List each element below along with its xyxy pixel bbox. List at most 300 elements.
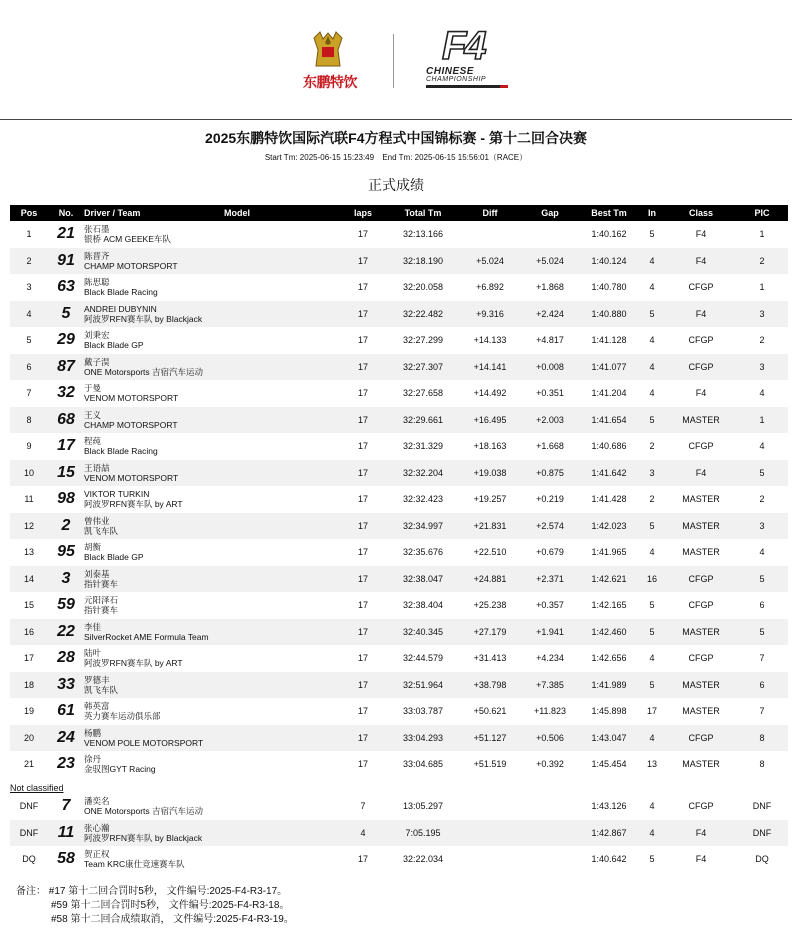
team-name: ONE Motorsports 吉宿汽车运动 — [84, 806, 204, 817]
pic-cell: 3 — [736, 301, 788, 328]
diff-cell: +25.238 — [473, 600, 507, 611]
driver-team-cell — [84, 566, 224, 593]
start-time: Start Tm: 2025-06-15 15:23:49 — [264, 153, 375, 162]
total-time-cell: 32:31.329 — [402, 441, 444, 452]
gap-cell: +7.385 — [520, 672, 580, 699]
laps-cell: 17 — [340, 248, 386, 275]
driver-team-cell — [84, 846, 224, 873]
driver-team-cell — [84, 433, 224, 460]
driver-name: 张心瀚 — [84, 822, 110, 833]
class-cell: MASTER — [682, 759, 720, 770]
gap-cell: +0.357 — [536, 600, 564, 611]
gap-cell: +2.371 — [520, 566, 580, 593]
laps-cell: 17 — [357, 494, 368, 505]
in-cell: 17 — [646, 706, 657, 717]
driver-name: 刘泰基 — [84, 568, 110, 579]
result-row — [10, 619, 788, 646]
diff-cell: +14.141 — [460, 354, 520, 381]
team-name: 阿波罗RFN赛车队 by Blackjack — [84, 832, 203, 843]
col-pic: PIC — [736, 205, 788, 221]
result-row — [10, 725, 788, 752]
in-cell: 5 — [638, 619, 666, 646]
total-time-cell: 32:44.579 — [402, 653, 444, 664]
model-cell — [224, 539, 340, 566]
class-cell: MASTER — [666, 513, 736, 540]
laps-cell: 17 — [340, 672, 386, 699]
diff-cell: +18.163 — [473, 441, 507, 452]
pic-cell: 1 — [759, 229, 765, 240]
laps-cell: 17 — [340, 725, 386, 752]
gap-cell: +11.823 — [533, 706, 567, 717]
total-time-cell: 32:20.058 — [402, 282, 444, 293]
total-time-cell: 32:13.166 — [402, 229, 444, 240]
col-diff: Diff — [460, 205, 520, 221]
in-cell: 5 — [638, 672, 666, 699]
class-cell: CFGP — [688, 441, 714, 452]
driver-team-cell — [84, 539, 224, 566]
pos-cell: 10 — [10, 460, 48, 487]
results-header-row — [10, 205, 788, 221]
total-time-cell: 33:03.787 — [402, 706, 444, 717]
class-cell: CFGP — [688, 653, 714, 664]
pos-cell: 8 — [10, 407, 48, 434]
driver-team-cell — [84, 460, 224, 487]
driver-team-cell — [84, 486, 224, 513]
total-time-cell: 32:22.482 — [386, 301, 460, 328]
team-name: 指针赛车 — [84, 605, 119, 616]
best-time-cell: 1:40.686 — [591, 441, 627, 452]
pos-cell: 6 — [10, 354, 48, 381]
driver-name: 陈思聪 — [84, 277, 110, 288]
in-cell: 2 — [649, 441, 655, 452]
pos-cell: 16 — [10, 619, 48, 646]
f4-chinese-championship-logo — [420, 24, 520, 88]
diff-cell: +27.179 — [460, 619, 520, 646]
result-row — [10, 486, 788, 513]
diff-cell: +19.257 — [473, 494, 507, 505]
laps-cell: 17 — [357, 547, 368, 558]
diff-cell: +51.519 — [473, 759, 507, 770]
team-name: 凯飞车队 — [84, 684, 119, 695]
f4-logo-line2: CHAMPIONSHIP — [426, 76, 487, 83]
pos-cell: 2 — [10, 248, 48, 275]
model-cell — [224, 846, 340, 873]
laps-cell: 17 — [357, 335, 368, 346]
driver-team-cell — [84, 793, 224, 820]
car-number: 63 — [57, 278, 75, 296]
result-row — [10, 539, 788, 566]
car-number: 3 — [48, 566, 84, 593]
gap-cell: +0.679 — [536, 547, 564, 558]
gap-cell: +1.668 — [536, 441, 564, 452]
result-row — [10, 221, 788, 248]
pos-cell: 19 — [23, 706, 34, 717]
in-cell: 4 — [649, 547, 655, 558]
driver-name: VIKTOR TURKIN — [84, 489, 150, 500]
pos-cell: 7 — [26, 388, 32, 399]
pos-cell: 1 — [26, 229, 32, 240]
pic-cell: 2 — [736, 248, 788, 275]
session-times — [0, 152, 792, 163]
team-name: CHAMP MOTORSPORT — [84, 419, 178, 430]
best-time-cell: 1:43.047 — [580, 725, 638, 752]
team-name: VENOM POLE MOTORSPORT — [84, 737, 204, 748]
model-cell — [224, 513, 340, 540]
car-number: 22 — [48, 619, 84, 646]
result-row — [10, 460, 788, 487]
best-time-cell: 1:41.965 — [591, 547, 627, 558]
not-classified-label: Not classified — [10, 783, 64, 793]
diff-cell: +6.892 — [476, 282, 504, 293]
car-number: 11 — [48, 820, 84, 847]
driver-team-cell — [84, 672, 224, 699]
total-time-cell: 32:38.404 — [402, 600, 444, 611]
total-time-cell: 32:27.658 — [402, 388, 444, 399]
diff-cell: +5.024 — [460, 248, 520, 275]
class-cell: CFGP — [688, 600, 714, 611]
model-cell — [224, 486, 340, 513]
result-row — [10, 274, 788, 301]
diff-cell: +31.413 — [473, 653, 507, 664]
laps-cell: 7 — [360, 801, 366, 812]
driver-team-cell — [84, 645, 224, 672]
gap-cell: +0.875 — [520, 460, 580, 487]
class-cell: F4 — [666, 460, 736, 487]
class-cell: MASTER — [682, 547, 720, 558]
driver-team-cell — [84, 248, 224, 275]
driver-team-cell — [84, 820, 224, 847]
driver-name: 杨鹏 — [84, 727, 102, 738]
page-title: 2025东鹏特饮国际汽联F4方程式中国锦标赛 - 第十二回合决赛 — [205, 130, 587, 146]
remark-line: 备注： #17 第十二回合罚时5秒， 文件编号:2025-F4-R3-17。 — [16, 886, 288, 897]
diff-cell: +38.798 — [460, 672, 520, 699]
driver-name: 李佳 — [84, 621, 102, 632]
pic-cell: 4 — [759, 547, 765, 558]
laps-cell: 17 — [340, 301, 386, 328]
driver-team-cell — [84, 751, 224, 778]
col-driver-team: Driver / Team — [84, 205, 224, 221]
remark-line: #59 第十二回合罚时5秒， 文件编号:2025-F4-R3-18。 — [51, 900, 290, 911]
team-name: SilverRocket AME Formula Team — [84, 631, 209, 642]
best-time-cell: 1:41.989 — [580, 672, 638, 699]
model-cell — [224, 248, 340, 275]
best-time-cell: 1:42.165 — [591, 600, 627, 611]
driver-name: 陈晋齐 — [84, 250, 110, 261]
model-cell — [224, 327, 340, 354]
driver-team-cell — [84, 619, 224, 646]
in-cell: 4 — [649, 282, 655, 293]
total-time-cell: 32:27.299 — [402, 335, 444, 346]
laps-cell: 17 — [340, 513, 386, 540]
results-subtitle: 正式成绩 — [368, 177, 424, 193]
results-table — [10, 205, 788, 778]
model-cell — [224, 672, 340, 699]
pos-cell: DNF — [19, 801, 39, 812]
laps-cell: 17 — [357, 388, 368, 399]
diff-cell: +9.316 — [460, 301, 520, 328]
team-name: 凯飞车队 — [84, 525, 119, 536]
class-cell: CFGP — [666, 725, 736, 752]
team-name: 银桥 ACM GEEKE车队 — [84, 234, 171, 245]
pic-cell: 5 — [736, 460, 788, 487]
diff-cell: +21.831 — [460, 513, 520, 540]
total-time-cell: 32:40.345 — [386, 619, 460, 646]
header-rule — [0, 119, 792, 120]
model-cell — [224, 793, 340, 820]
team-name: 阿波罗RFN赛车队 by ART — [84, 658, 183, 669]
gap-cell: +0.219 — [536, 494, 564, 505]
model-cell — [224, 354, 340, 381]
driver-team-cell — [84, 301, 224, 328]
class-cell: F4 — [666, 301, 736, 328]
driver-name: 王语喆 — [84, 462, 110, 473]
diff-cell — [460, 793, 520, 820]
gap-cell: +2.574 — [520, 513, 580, 540]
driver-team-cell — [84, 354, 224, 381]
in-cell: 4 — [649, 335, 655, 346]
gap-cell: +2.424 — [520, 301, 580, 328]
class-cell: CFGP — [666, 566, 736, 593]
result-row — [10, 354, 788, 381]
in-cell: 4 — [638, 725, 666, 752]
model-cell — [224, 725, 340, 752]
result-row — [10, 846, 788, 873]
pos-cell: DQ — [22, 854, 36, 865]
team-name: Black Blade GP — [84, 552, 144, 563]
laps-cell: 17 — [357, 759, 368, 770]
car-number: 23 — [57, 755, 75, 773]
laps-cell: 17 — [357, 229, 368, 240]
result-row — [10, 301, 788, 328]
car-number: 33 — [48, 672, 84, 699]
laps-cell: 4 — [340, 820, 386, 847]
driver-team-cell — [84, 221, 224, 248]
pos-cell: 21 — [23, 759, 34, 770]
diff-cell: +24.881 — [460, 566, 520, 593]
pic-cell: 5 — [736, 566, 788, 593]
pic-cell: 4 — [759, 388, 765, 399]
team-name: Black Blade Racing — [84, 287, 158, 298]
best-time-cell: 1:41.428 — [591, 494, 627, 505]
car-number: 32 — [57, 384, 75, 402]
driver-name: 韩英富 — [84, 701, 110, 712]
pic-cell: 8 — [736, 725, 788, 752]
team-name: 英力赛车运动俱乐部 — [84, 711, 161, 722]
class-cell: CFGP — [666, 354, 736, 381]
best-time-cell: 1:43.126 — [591, 801, 627, 812]
gap-cell: +4.817 — [536, 335, 564, 346]
driver-team-cell — [84, 698, 224, 725]
model-cell — [224, 221, 340, 248]
in-cell: 5 — [638, 301, 666, 328]
model-cell — [224, 407, 340, 434]
car-number: 91 — [48, 248, 84, 275]
pos-cell: 13 — [23, 547, 34, 558]
f4-logo-bar — [426, 85, 508, 88]
laps-cell: 17 — [340, 407, 386, 434]
result-row — [10, 645, 788, 672]
pos-cell: 20 — [10, 725, 48, 752]
in-cell: 4 — [649, 653, 655, 664]
gap-cell: +0.506 — [520, 725, 580, 752]
end-time: End Tm: 2025-06-15 15:56:01（RACE） — [382, 153, 528, 162]
in-cell: 4 — [649, 801, 655, 812]
car-number: 29 — [57, 331, 75, 349]
driver-name: 潘奕名 — [84, 796, 110, 807]
laps-cell: 17 — [357, 706, 368, 717]
in-cell: 4 — [638, 354, 666, 381]
driver-name: 张石墨 — [84, 224, 110, 235]
model-cell — [224, 751, 340, 778]
diff-cell: +14.133 — [473, 335, 507, 346]
gap-cell: +0.392 — [536, 759, 564, 770]
result-row — [10, 566, 788, 593]
driver-name: 徐丹 — [84, 754, 102, 765]
team-name: Team KRC康仕竞速赛车队 — [84, 859, 185, 870]
car-number: 24 — [48, 725, 84, 752]
total-time-cell: 32:32.423 — [402, 494, 444, 505]
diff-cell — [460, 221, 520, 248]
f4-logo-line1: CHINESE — [426, 66, 474, 77]
car-number: 15 — [48, 460, 84, 487]
total-time-cell: 32:35.676 — [402, 547, 444, 558]
in-cell: 2 — [649, 494, 655, 505]
diff-cell — [460, 820, 520, 847]
in-cell: 3 — [638, 460, 666, 487]
dongpeng-crest-icon — [311, 30, 345, 68]
gap-cell — [520, 221, 580, 248]
best-time-cell: 1:45.898 — [591, 706, 627, 717]
in-cell: 5 — [649, 854, 655, 865]
best-time-cell: 1:40.124 — [580, 248, 638, 275]
class-cell: MASTER — [666, 407, 736, 434]
total-time-cell: 7:05.195 — [386, 820, 460, 847]
total-time-cell: 13:05.297 — [402, 801, 444, 812]
col-best-tm: Best Tm — [580, 205, 638, 221]
col-class: Class — [666, 205, 736, 221]
result-row — [10, 380, 788, 407]
col-model: Model — [224, 205, 340, 221]
in-cell: 5 — [649, 600, 655, 611]
pic-cell: 7 — [759, 706, 765, 717]
best-time-cell: 1:41.642 — [580, 460, 638, 487]
logo-divider — [393, 34, 394, 88]
class-cell: MASTER — [666, 672, 736, 699]
total-time-cell: 32:29.661 — [386, 407, 460, 434]
driver-name: ANDREI DUBYNIN — [84, 303, 157, 314]
col-pos: Pos — [10, 205, 48, 221]
col-gap: Gap — [520, 205, 580, 221]
in-cell: 5 — [649, 229, 655, 240]
driver-name: 戴子淏 — [84, 356, 110, 367]
car-number: 59 — [57, 596, 75, 614]
driver-name: 曾伟业 — [84, 515, 110, 526]
driver-name: 元阳泽石 — [84, 595, 119, 606]
gap-cell — [520, 793, 580, 820]
result-row — [10, 592, 788, 619]
best-time-cell: 1:40.162 — [591, 229, 627, 240]
diff-cell: +51.127 — [460, 725, 520, 752]
driver-team-cell — [84, 274, 224, 301]
class-cell: F4 — [695, 388, 707, 399]
team-name: ONE Motorsports 吉宿汽车运动 — [84, 366, 204, 377]
gap-cell: +0.351 — [536, 388, 564, 399]
model-cell — [224, 645, 340, 672]
team-name: VENOM MOTORSPORT — [84, 472, 179, 483]
team-name: Black Blade GP — [84, 340, 144, 351]
laps-cell: 17 — [340, 460, 386, 487]
driver-name: 王义 — [84, 409, 102, 420]
laps-cell: 17 — [340, 619, 386, 646]
result-row — [10, 327, 788, 354]
team-name: Black Blade Racing — [84, 446, 158, 457]
car-number: 95 — [57, 543, 75, 561]
driver-name: 程莼 — [84, 436, 102, 447]
pos-cell: 3 — [26, 282, 32, 293]
total-time-cell: 32:51.964 — [386, 672, 460, 699]
best-time-cell: 1:42.460 — [580, 619, 638, 646]
class-cell: CFGP — [688, 335, 714, 346]
laps-cell: 17 — [357, 600, 368, 611]
team-name: 阿波罗RFN赛车队 by Blackjack — [84, 313, 203, 324]
best-time-cell: 1:42.867 — [580, 820, 638, 847]
header-logos — [0, 24, 792, 92]
in-cell: 4 — [649, 388, 655, 399]
driver-team-cell — [84, 380, 224, 407]
diff-cell — [460, 846, 520, 873]
in-cell: 5 — [638, 407, 666, 434]
pic-cell: DQ — [755, 854, 769, 865]
class-cell: MASTER — [666, 619, 736, 646]
model-cell — [224, 460, 340, 487]
total-time-cell: 32:32.204 — [386, 460, 460, 487]
car-number: 58 — [57, 850, 75, 868]
pic-cell: 8 — [759, 759, 765, 770]
pos-cell: 17 — [23, 653, 34, 664]
driver-team-cell — [84, 725, 224, 752]
car-number: 28 — [57, 649, 75, 667]
laps-cell: 17 — [357, 854, 368, 865]
model-cell — [224, 274, 340, 301]
dongpeng-brand-text: 东鹏特饮 — [303, 74, 357, 90]
car-number: 17 — [57, 437, 75, 455]
model-cell — [224, 592, 340, 619]
driver-team-cell — [84, 592, 224, 619]
model-cell — [224, 619, 340, 646]
best-time-cell: 1:42.023 — [580, 513, 638, 540]
total-time-cell: 32:34.997 — [386, 513, 460, 540]
pos-cell: 11 — [24, 494, 34, 505]
col-total-tm: Total Tm — [386, 205, 460, 221]
diff-cell: +14.492 — [473, 388, 507, 399]
remark-line: #58 第十二回合成绩取消， 文件编号:2025-F4-R3-19。 — [51, 914, 294, 925]
car-number: 5 — [48, 301, 84, 328]
driver-name: 胡衡 — [84, 542, 102, 553]
team-name: VENOM MOTORSPORT — [84, 393, 179, 404]
driver-name: 罗德丰 — [84, 674, 110, 685]
laps-cell: 17 — [340, 566, 386, 593]
model-cell — [224, 566, 340, 593]
pic-cell: 5 — [736, 619, 788, 646]
model-cell — [224, 433, 340, 460]
best-time-cell: 1:42.621 — [580, 566, 638, 593]
best-time-cell: 1:42.656 — [591, 653, 627, 664]
pos-cell: 14 — [10, 566, 48, 593]
class-cell: MASTER — [682, 706, 720, 717]
car-number: 61 — [57, 702, 75, 720]
driver-team-cell — [84, 407, 224, 434]
model-cell — [224, 820, 340, 847]
